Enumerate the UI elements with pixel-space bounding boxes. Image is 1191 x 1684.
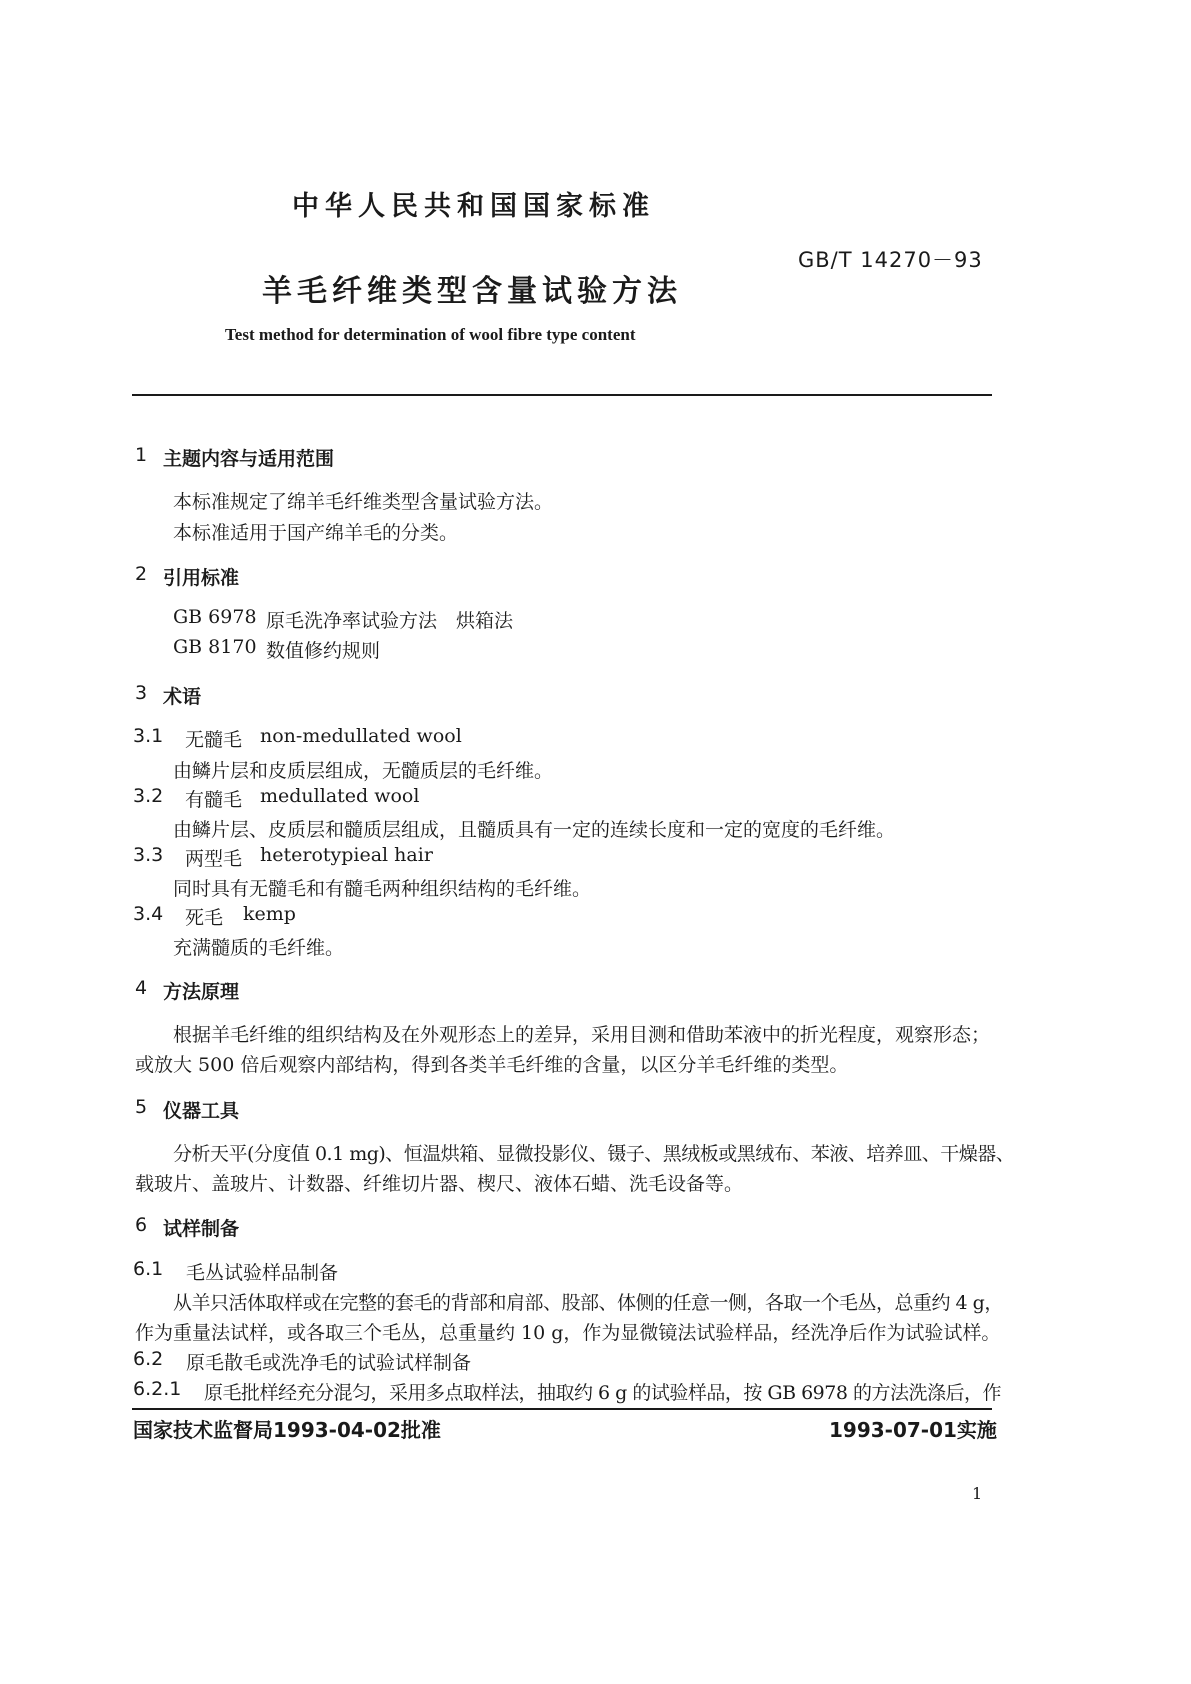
section-5-title: 仪器工具 [163, 1100, 240, 1122]
national-standard-heading: 中华人民共和国国家标准 [292, 191, 655, 222]
standard-code: GB/T 14270－93 [798, 248, 983, 272]
section-5-line-2: 载玻片、盖玻片、计数器、纤维切片器、楔尺、液体石蜡、洗毛设备等。 [135, 1173, 744, 1195]
page-number: 1 [972, 1484, 983, 1503]
reference-code: GB 6978 [173, 606, 257, 628]
implementation-note: 1993-07-01实施 [829, 1418, 997, 1442]
section-4-line-1: 根据羊毛纤维的组织结构及在外观形态上的差异，采用目测和借助苯液中的折光程度，观察形态； [173, 1024, 991, 1046]
section-1-number: 1 [135, 444, 148, 466]
term-name-en: kemp [243, 903, 296, 925]
section-1-paragraph-1: 本标准规定了绵羊毛纤维类型含量试验方法。 [173, 491, 554, 513]
term-name-cn: 死毛 [185, 907, 224, 929]
document-title-cn: 羊毛纤维类型含量试验方法 [262, 274, 682, 309]
approval-note: 国家技术监督局1993-04-02批准 [133, 1418, 441, 1442]
section-1-title: 主题内容与适用范围 [163, 448, 335, 470]
section-2-title: 引用标准 [163, 567, 240, 589]
term-number: 3.2 [133, 785, 164, 807]
term-name-cn: 有髓毛 [185, 789, 243, 811]
term-number: 3.3 [133, 844, 164, 866]
reference-title: 原毛洗净率试验方法 烘箱法 [266, 610, 514, 632]
subsection-6-2-title: 原毛散毛或洗净毛的试验试样制备 [186, 1352, 472, 1374]
term-definition: 由鳞片层、皮质层和髓质层组成，且髓质具有一定的连续长度和一定的宽度的毛纤维。 [173, 819, 896, 841]
header-divider [132, 394, 992, 396]
section-3-title: 术语 [163, 686, 202, 708]
subsection-6-1-title: 毛丛试验样品制备 [186, 1262, 339, 1284]
subsection-6-1-line-1: 从羊只活体取样或在完整的套毛的背部和肩部、股部、体侧的任意一侧，各取一个毛丛，总重约 4 g， [173, 1292, 1003, 1314]
subsection-6-2-1-number: 6.2.1 [133, 1378, 182, 1400]
section-5-number: 5 [135, 1096, 148, 1118]
section-1-paragraph-2: 本标准适用于国产绵羊毛的分类。 [173, 522, 459, 544]
section-4-line-2: 或放大 500 倍后观察内部结构，得到各类羊毛纤维的含量，以区分羊毛纤维的类型。 [135, 1054, 849, 1076]
reference-title: 数值修约规则 [266, 640, 381, 662]
term-definition: 充满髓质的毛纤维。 [173, 937, 345, 959]
term-number: 3.1 [133, 725, 164, 747]
term-definition: 同时具有无髓毛和有髓毛两种组织结构的毛纤维。 [173, 878, 592, 900]
section-3-number: 3 [135, 682, 148, 704]
term-number: 3.4 [133, 903, 164, 925]
term-name-cn: 两型毛 [185, 848, 243, 870]
section-6-title: 试样制备 [163, 1218, 240, 1240]
section-2-number: 2 [135, 563, 148, 585]
section-4-number: 4 [135, 977, 148, 999]
subsection-6-1-line-2: 作为重量法试样，或各取三个毛丛，总重量约 10 g，作为显微镜法试验样品，经洗净后作为试验试样。 [135, 1322, 1001, 1344]
term-name-en: medullated wool [260, 785, 420, 807]
subsection-6-2-number: 6.2 [133, 1348, 164, 1370]
term-name-en: non-medullated wool [260, 725, 462, 747]
term-definition: 由鳞片层和皮质层组成，无髓质层的毛纤维。 [173, 760, 554, 782]
term-name-en: heterotypieal hair [260, 844, 433, 866]
footer-divider [132, 1408, 992, 1410]
document-title-en: Test method for determination of wool fibre type content [225, 325, 636, 344]
section-4-title: 方法原理 [163, 981, 240, 1003]
reference-code: GB 8170 [173, 636, 257, 658]
subsection-6-1-number: 6.1 [133, 1258, 164, 1280]
subsection-6-2-1-text: 原毛批样经充分混匀，采用多点取样法，抽取约 6 g 的试验样品，按 GB 6978 的方法洗涤后，作 [204, 1382, 1001, 1404]
term-name-cn: 无髓毛 [185, 729, 243, 751]
section-6-number: 6 [135, 1214, 148, 1236]
section-5-line-1: 分析天平(分度值 0.1 mg)、恒温烘箱、显微投影仪、镊子、黑绒板或黑绒布、苯液、培养皿、干燥器、 [173, 1143, 1015, 1165]
